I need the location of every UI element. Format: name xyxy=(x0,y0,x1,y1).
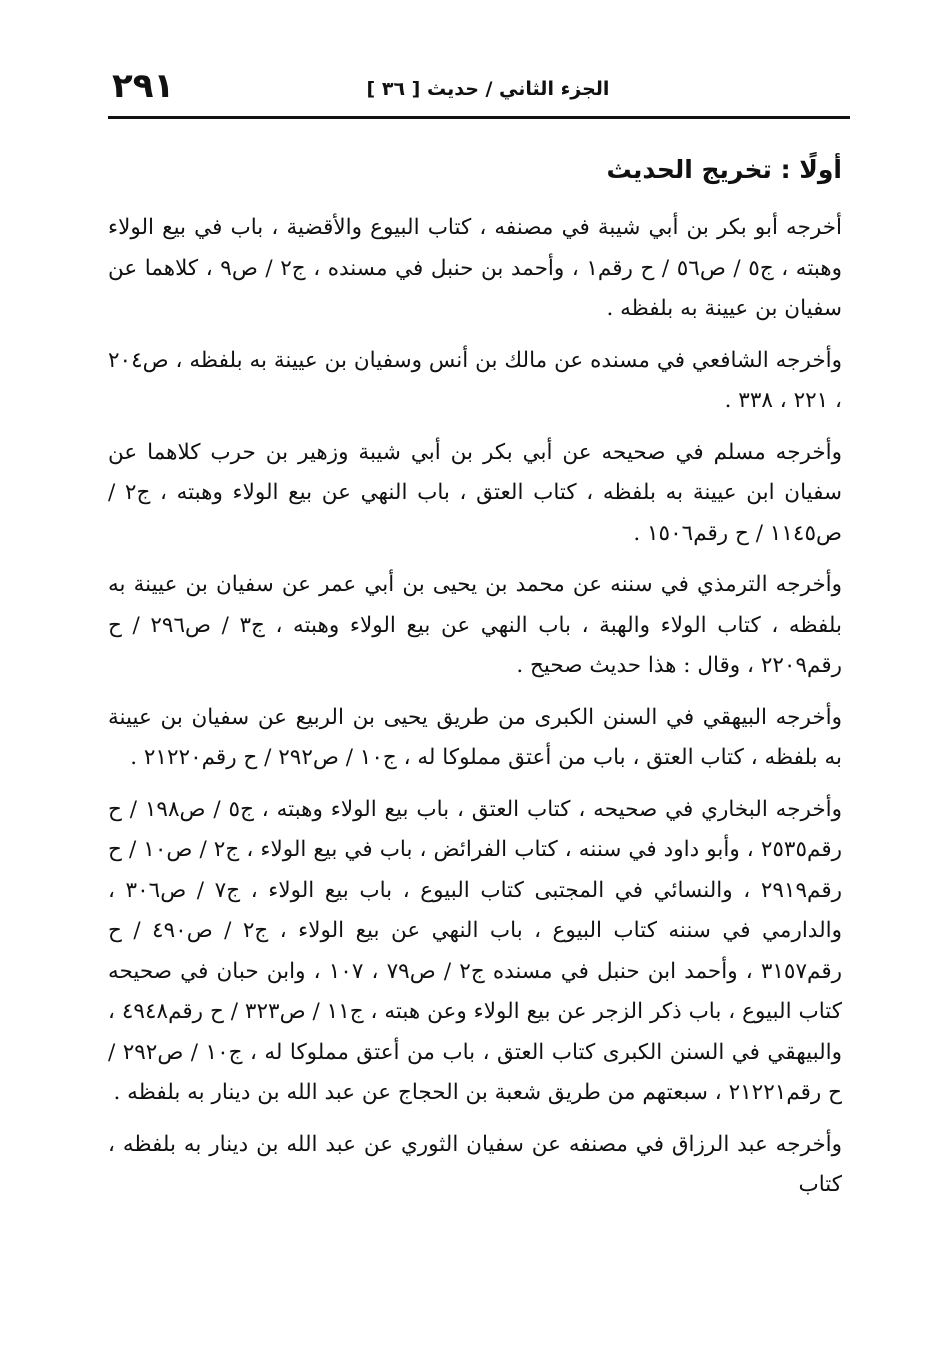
page-number: ٢٩١ xyxy=(112,66,175,106)
running-title: الجزء الثاني / حديث [ ٣٦ ] xyxy=(366,78,610,100)
page-content xyxy=(108,148,842,1217)
paragraph: وأخرجه البخاري في صحيحه ، كتاب العتق ، باب بيع الولاء وهبته ، ج٥ / ص١٩٨ / ح رقم٢٥٣٥ ، وأبو داود في سننه ، كتاب الفرائض ، باب في بيع الولاء ، ج٢ / ص١٠ / ح رقم٢٩١٩ ، والنسائي في المجتبى كتاب البيوع ، باب بيع الولاء ، ج٧ / ص٣٠٦ ، والدارمي في سننه كتاب البيوع ، باب النهي عن بيع الولاء ، ج٢ / ص٤٩٠ / ح رقم٣١٥٧ ، وأحمد ابن حنبل في مسنده ج٢ / ص٧٩ ، ١٠٧ ، وابن حبان في صحيحه كتاب البيوع ، باب ذكر الزجر عن بيع الولاء وعن هبته ، ج١١ / ص٣٢٣ / ح رقم٤٩٤٨ ، والبيهقي في السنن الكبرى كتاب العتق ، باب من أعتق مملوكا له ، ج١٠ / ص٢٩٢ / ح رقم٢١٢٢١ ، سبعتهم من طريق شعبة بن الحجاج عن عبد الله بن دينار به بلفظه . xyxy=(108,796,843,1105)
page-header xyxy=(108,66,850,119)
section-heading: أولًا : تخريج الحديث xyxy=(606,155,842,184)
paragraph: وأخرجه عبد الرزاق في مصنفه عن سفيان الثوري عن عبد الله بن دينار به بلفظه ، كتاب xyxy=(108,1131,842,1197)
paragraph: وأخرجه الشافعي في مسنده عن مالك بن أنس وسفيان بن عيينة به بلفظه ، ص٢٠٤ ، ٢٢١ ، ٣٣٨ . xyxy=(108,347,842,413)
paragraph: وأخرجه الترمذي في سننه عن محمد بن يحيى بن أبي عمر عن سفيان بن عيينة به بلفظه ، كتاب الولاء والهبة ، باب النهي عن بيع الولاء وهبته ، ج٣ / ص٢٩٦ / ح رقم٢٢٠٩ ، وقال : هذا حديث صحيح . xyxy=(108,572,843,678)
paragraph: أخرجه أبو بكر بن أبي شيبة في مصنفه ، كتاب البيوع والأقضية ، باب في بيع الولاء وهبته ، ج٥ / ص٥٦ / ح رقم١ ، وأحمد بن حنبل في مسنده ، ج٢ / ص٩ ، كلاهما عن سفيان بن عيينة به بلفظه . xyxy=(108,215,843,321)
paragraph: وأخرجه البيهقي في السنن الكبرى من طريق يحيى بن الربيع عن سفيان بن عيينة به بلفظه ، كتاب العتق ، باب من أعتق مملوكا له ، ج١٠ / ص٢٩٢ / ح رقم٢١٢٢٠ . xyxy=(108,704,842,770)
paragraph: وأخرجه مسلم في صحيحه عن أبي بكر بن أبي شيبة وزهير بن حرب كلاهما عن سفيان ابن عيينة به بلفظه ، كتاب العتق ، باب النهي عن بيع الولاء وهبته ، ج٢ / ص١١٤٥ / ح رقم١٥٠٦ . xyxy=(108,439,842,546)
